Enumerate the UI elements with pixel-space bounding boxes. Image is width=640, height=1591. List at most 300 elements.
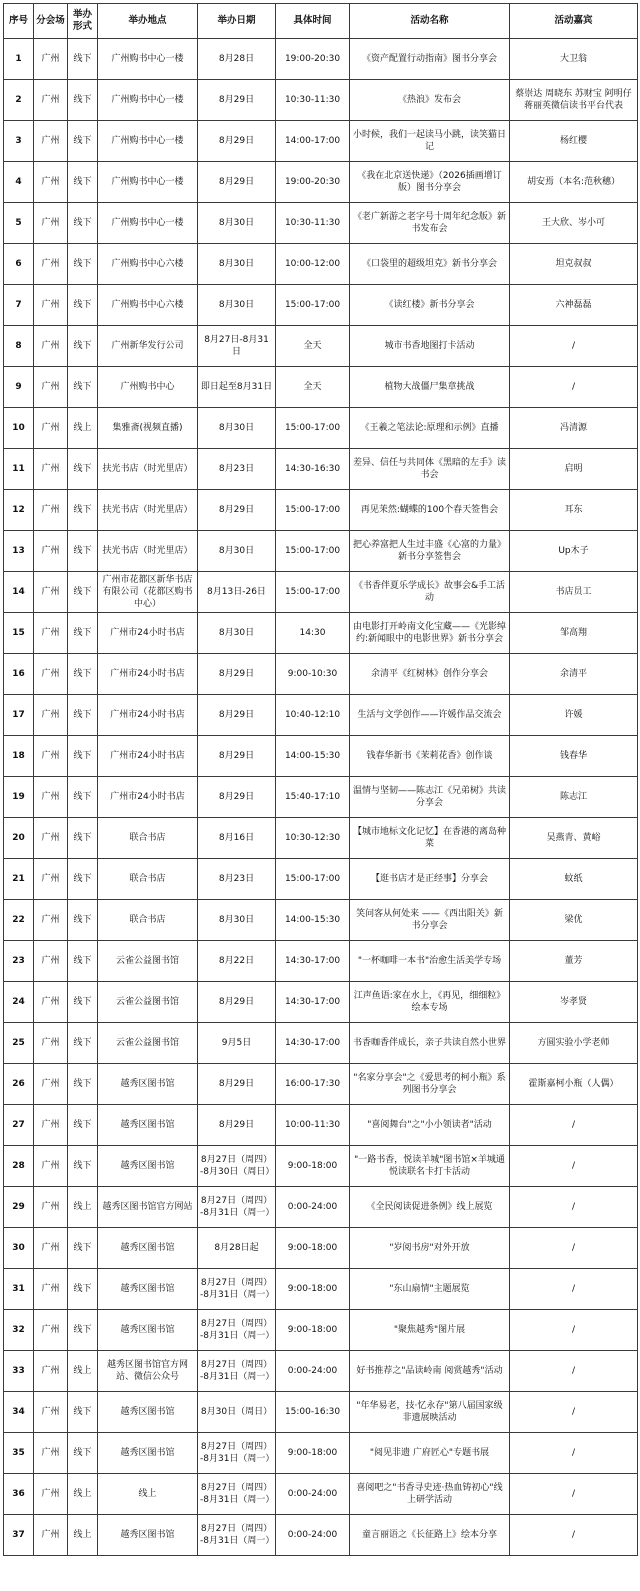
cell-place: 广州新华发行公司 xyxy=(98,326,198,367)
cell-form: 线下 xyxy=(68,203,98,244)
cell-no: 25 xyxy=(4,1023,34,1064)
cell-form: 线下 xyxy=(68,80,98,121)
cell-form: 线下 xyxy=(68,1392,98,1433)
cell-guest: / xyxy=(510,1105,638,1146)
cell-time: 9:00-18:00 xyxy=(276,1269,350,1310)
cell-time: 9:00-18:00 xyxy=(276,1228,350,1269)
cell-place: 扶光书店（时光里店） xyxy=(98,449,198,490)
cell-place: 越秀区图书馆 xyxy=(98,1433,198,1474)
cell-place: 集雅斋(视频直播) xyxy=(98,408,198,449)
cell-venue: 广州 xyxy=(34,121,68,162)
cell-time: 0:00-24:00 xyxy=(276,1474,350,1515)
cell-name: 《读红楼》新书分享会 xyxy=(350,285,510,326)
cell-time: 9:00-10:30 xyxy=(276,654,350,695)
cell-form: 线下 xyxy=(68,982,98,1023)
table-row xyxy=(4,1228,638,1269)
cell-time: 0:00-24:00 xyxy=(276,1351,350,1392)
table-row xyxy=(4,285,638,326)
cell-venue: 广州 xyxy=(34,490,68,531)
cell-time: 0:00-24:00 xyxy=(276,1187,350,1228)
cell-guest: 梁优 xyxy=(510,900,638,941)
table-row xyxy=(4,203,638,244)
cell-time: 9:00-18:00 xyxy=(276,1433,350,1474)
cell-date: 8月30日 xyxy=(198,244,276,285)
cell-time: 15:00-16:30 xyxy=(276,1392,350,1433)
cell-guest: 胡安焉（本名:范秋穗） xyxy=(510,162,638,203)
table-row xyxy=(4,1269,638,1310)
cell-form: 线上 xyxy=(68,1351,98,1392)
cell-guest: / xyxy=(510,1187,638,1228)
cell-form: 线上 xyxy=(68,1187,98,1228)
cell-time: 10:30-11:30 xyxy=(276,203,350,244)
cell-date: 8月27日（周四）-8月30日（周日） xyxy=(198,1146,276,1187)
cell-name: 书香咖香伴成长，亲子共读自然小世界 xyxy=(350,1023,510,1064)
cell-venue: 广州 xyxy=(34,1392,68,1433)
cell-time: 14:30-16:30 xyxy=(276,449,350,490)
cell-guest: 杨红樱 xyxy=(510,121,638,162)
cell-time: 19:00-20:30 xyxy=(276,162,350,203)
cell-name: 小时候，我们一起读马小跳，读笑猫日记 xyxy=(350,121,510,162)
table-row xyxy=(4,859,638,900)
cell-venue: 广州 xyxy=(34,531,68,572)
table-row xyxy=(4,777,638,818)
cell-time: 全天 xyxy=(276,326,350,367)
cell-venue: 广州 xyxy=(34,326,68,367)
cell-form: 线下 xyxy=(68,572,98,613)
cell-name: "名家分享会"之《爱思考的柯小瓶》系列图书分享会 xyxy=(350,1064,510,1105)
cell-guest: / xyxy=(510,1474,638,1515)
cell-venue: 广州 xyxy=(34,777,68,818)
cell-no: 28 xyxy=(4,1146,34,1187)
cell-time: 15:00-17:00 xyxy=(276,859,350,900)
cell-venue: 广州 xyxy=(34,80,68,121)
cell-date: 8月27日（周四）-8月31日（周一） xyxy=(198,1515,276,1556)
cell-date: 8月16日 xyxy=(198,818,276,859)
cell-date: 8月30日 xyxy=(198,613,276,654)
cell-date: 8月27日（周四）-8月31日（周一） xyxy=(198,1351,276,1392)
cell-place: 广州市24小时书店 xyxy=(98,777,198,818)
cell-place: 广州市24小时书店 xyxy=(98,736,198,777)
cell-venue: 广州 xyxy=(34,1433,68,1474)
cell-no: 5 xyxy=(4,203,34,244)
cell-guest: 董芳 xyxy=(510,941,638,982)
cell-date: 8月29日 xyxy=(198,490,276,531)
cell-no: 15 xyxy=(4,613,34,654)
cell-name: 《王羲之笔法论:原理和示例》直播 xyxy=(350,408,510,449)
table-row xyxy=(4,1515,638,1556)
cell-venue: 广州 xyxy=(34,613,68,654)
cell-name: "喜阅舞台"之"小小领读者"活动 xyxy=(350,1105,510,1146)
cell-place: 广州购书中心六楼 xyxy=(98,244,198,285)
cell-time: 15:40-17:10 xyxy=(276,777,350,818)
cell-time: 9:00-18:00 xyxy=(276,1310,350,1351)
cell-guest: 坦克叔叔 xyxy=(510,244,638,285)
cell-time: 10:30-12:30 xyxy=(276,818,350,859)
table-row xyxy=(4,941,638,982)
cell-place: 联合书店 xyxy=(98,900,198,941)
cell-time: 0:00-24:00 xyxy=(276,1515,350,1556)
cell-time: 全天 xyxy=(276,367,350,408)
table-row xyxy=(4,449,638,490)
cell-no: 35 xyxy=(4,1433,34,1474)
header-no: 序号 xyxy=(4,4,34,39)
cell-form: 线下 xyxy=(68,941,98,982)
header-row xyxy=(4,4,638,39)
cell-guest: 蔡崇达 周晓东 苏财宝 阿明仔 蒋丽英微信读书平台代表 xyxy=(510,80,638,121)
cell-place: 广州市24小时书店 xyxy=(98,695,198,736)
cell-place: 广州购书中心一楼 xyxy=(98,121,198,162)
cell-venue: 广州 xyxy=(34,1351,68,1392)
cell-no: 12 xyxy=(4,490,34,531)
cell-date: 8月29日 xyxy=(198,121,276,162)
cell-form: 线下 xyxy=(68,1269,98,1310)
cell-form: 线下 xyxy=(68,285,98,326)
table-row xyxy=(4,818,638,859)
cell-venue: 广州 xyxy=(34,1310,68,1351)
cell-name: 植物大战僵尸集章挑战 xyxy=(350,367,510,408)
cell-place: 越秀区图书馆官方网站、微信公众号 xyxy=(98,1351,198,1392)
cell-form: 线下 xyxy=(68,859,98,900)
cell-place: 广州购书中心 xyxy=(98,367,198,408)
cell-date: 8月30日 xyxy=(198,203,276,244)
cell-form: 线上 xyxy=(68,1515,98,1556)
cell-form: 线下 xyxy=(68,531,98,572)
cell-name: "东山扇情"主题展览 xyxy=(350,1269,510,1310)
cell-name: 《我在北京送快递》（2026插画增订版）图书分享会 xyxy=(350,162,510,203)
cell-no: 19 xyxy=(4,777,34,818)
cell-venue: 广州 xyxy=(34,39,68,80)
cell-form: 线下 xyxy=(68,695,98,736)
cell-no: 33 xyxy=(4,1351,34,1392)
cell-place: 越秀区图书馆官方网站 xyxy=(98,1187,198,1228)
cell-no: 20 xyxy=(4,818,34,859)
cell-place: 越秀区图书馆 xyxy=(98,1228,198,1269)
cell-venue: 广州 xyxy=(34,900,68,941)
cell-no: 11 xyxy=(4,449,34,490)
header-name: 活动名称 xyxy=(350,4,510,39)
cell-no: 21 xyxy=(4,859,34,900)
table-row xyxy=(4,1474,638,1515)
cell-form: 线下 xyxy=(68,449,98,490)
cell-guest: / xyxy=(510,367,638,408)
cell-venue: 广州 xyxy=(34,1269,68,1310)
cell-time: 14:00-15:30 xyxy=(276,900,350,941)
cell-venue: 广州 xyxy=(34,244,68,285)
cell-name: 《老广新游之老字号十周年纪念版》新书发布会 xyxy=(350,203,510,244)
cell-time: 14:30-17:00 xyxy=(276,941,350,982)
cell-place: 越秀区图书馆 xyxy=(98,1064,198,1105)
cell-guest: 耳东 xyxy=(510,490,638,531)
cell-guest: 余清平 xyxy=(510,654,638,695)
cell-no: 13 xyxy=(4,531,34,572)
cell-time: 15:00-17:00 xyxy=(276,572,350,613)
cell-form: 线下 xyxy=(68,326,98,367)
table-row xyxy=(4,162,638,203)
cell-time: 15:00-17:00 xyxy=(276,408,350,449)
cell-date: 8月13日-26日 xyxy=(198,572,276,613)
cell-form: 线下 xyxy=(68,1310,98,1351)
cell-date: 8月30日（周日） xyxy=(198,1392,276,1433)
cell-place: 越秀区图书馆 xyxy=(98,1269,198,1310)
cell-no: 32 xyxy=(4,1310,34,1351)
cell-venue: 广州 xyxy=(34,1023,68,1064)
cell-date: 8月27日（周四）-8月31日（周一） xyxy=(198,1187,276,1228)
cell-guest: 启明 xyxy=(510,449,638,490)
cell-name: "年华易老，技·忆永存"第八届国家级非遗展映活动 xyxy=(350,1392,510,1433)
cell-date: 8月29日 xyxy=(198,736,276,777)
cell-date: 8月29日 xyxy=(198,162,276,203)
table-row xyxy=(4,613,638,654)
cell-guest: / xyxy=(510,1392,638,1433)
cell-place: 广州购书中心一楼 xyxy=(98,203,198,244)
cell-form: 线下 xyxy=(68,1064,98,1105)
cell-venue: 广州 xyxy=(34,736,68,777)
cell-guest: / xyxy=(510,1310,638,1351)
cell-place: 广州市24小时书店 xyxy=(98,654,198,695)
cell-venue: 广州 xyxy=(34,695,68,736)
cell-form: 线下 xyxy=(68,244,98,285)
cell-venue: 广州 xyxy=(34,285,68,326)
cell-date: 8月27日（周四）-8月31日（周一） xyxy=(198,1433,276,1474)
table-row xyxy=(4,736,638,777)
cell-no: 26 xyxy=(4,1064,34,1105)
cell-date: 8月28日 xyxy=(198,39,276,80)
cell-no: 37 xyxy=(4,1515,34,1556)
cell-name: 江声鱼语:家在水上，《再见，细细粒》绘本专场 xyxy=(350,982,510,1023)
cell-date: 8月22日 xyxy=(198,941,276,982)
cell-guest: 霍斯嘉柯小瓶（人偶） xyxy=(510,1064,638,1105)
cell-guest: 大卫翁 xyxy=(510,39,638,80)
cell-date: 8月29日 xyxy=(198,982,276,1023)
cell-place: 线上 xyxy=(98,1474,198,1515)
table-row xyxy=(4,1310,638,1351)
cell-no: 29 xyxy=(4,1187,34,1228)
cell-name: 城市书香地图打卡活动 xyxy=(350,326,510,367)
cell-place: 云雀公益图书馆 xyxy=(98,1023,198,1064)
cell-time: 10:40-12:10 xyxy=(276,695,350,736)
table-row xyxy=(4,900,638,941)
cell-guest: 书店员工 xyxy=(510,572,638,613)
cell-guest: / xyxy=(510,1433,638,1474)
cell-venue: 广州 xyxy=(34,408,68,449)
cell-guest: Up木子 xyxy=(510,531,638,572)
cell-venue: 广州 xyxy=(34,859,68,900)
cell-guest: 王大欣、岑小可 xyxy=(510,203,638,244)
cell-no: 17 xyxy=(4,695,34,736)
cell-venue: 广州 xyxy=(34,1146,68,1187)
cell-place: 广州购书中心六楼 xyxy=(98,285,198,326)
cell-name: "一杯咖啡一本书"治愈生活美学专场 xyxy=(350,941,510,982)
cell-time: 14:00-15:30 xyxy=(276,736,350,777)
cell-time: 9:00-18:00 xyxy=(276,1146,350,1187)
table-row xyxy=(4,1023,638,1064)
cell-name: 余清平《红树林》创作分享会 xyxy=(350,654,510,695)
cell-name: 《热浪》发布会 xyxy=(350,80,510,121)
cell-time: 10:00-12:00 xyxy=(276,244,350,285)
cell-no: 14 xyxy=(4,572,34,613)
cell-venue: 广州 xyxy=(34,654,68,695)
cell-name: 温情与坚韧——陈志江《兄弟树》共读分享会 xyxy=(350,777,510,818)
cell-place: 广州购书中心一楼 xyxy=(98,39,198,80)
header-date: 举办日期 xyxy=(198,4,276,39)
table-body xyxy=(4,39,638,1556)
cell-no: 1 xyxy=(4,39,34,80)
cell-name: "岁阅书房"对外开放 xyxy=(350,1228,510,1269)
cell-no: 18 xyxy=(4,736,34,777)
cell-form: 线下 xyxy=(68,1433,98,1474)
cell-date: 8月30日 xyxy=(198,285,276,326)
table-row xyxy=(4,1146,638,1187)
cell-time: 16:00-17:30 xyxy=(276,1064,350,1105)
cell-time: 19:00-20:30 xyxy=(276,39,350,80)
cell-guest: / xyxy=(510,326,638,367)
events-table xyxy=(3,3,638,1556)
cell-date: 即日起至8月31日 xyxy=(198,367,276,408)
table-row xyxy=(4,1392,638,1433)
cell-time: 10:30-11:30 xyxy=(276,80,350,121)
cell-no: 4 xyxy=(4,162,34,203)
cell-venue: 广州 xyxy=(34,367,68,408)
cell-name: 《全民阅读促进条例》线上展览 xyxy=(350,1187,510,1228)
cell-name: 《口袋里的超级坦克》新书分享会 xyxy=(350,244,510,285)
cell-place: 越秀区图书馆 xyxy=(98,1310,198,1351)
cell-date: 8月29日 xyxy=(198,80,276,121)
cell-date: 8月30日 xyxy=(198,531,276,572)
cell-no: 2 xyxy=(4,80,34,121)
table-row xyxy=(4,1105,638,1146)
cell-venue: 广州 xyxy=(34,818,68,859)
cell-time: 10:00-11:30 xyxy=(276,1105,350,1146)
cell-place: 越秀区图书馆 xyxy=(98,1146,198,1187)
cell-form: 线下 xyxy=(68,1228,98,1269)
cell-venue: 广州 xyxy=(34,1105,68,1146)
cell-venue: 广州 xyxy=(34,941,68,982)
cell-no: 23 xyxy=(4,941,34,982)
table-row xyxy=(4,1064,638,1105)
cell-place: 越秀区图书馆 xyxy=(98,1105,198,1146)
cell-guest: / xyxy=(510,1146,638,1187)
cell-date: 8月27日（周四）-8月31日（周一） xyxy=(198,1474,276,1515)
cell-venue: 广州 xyxy=(34,203,68,244)
cell-date: 8月29日 xyxy=(198,777,276,818)
header-guest: 活动嘉宾 xyxy=(510,4,638,39)
cell-place: 广州购书中心一楼 xyxy=(98,80,198,121)
cell-form: 线下 xyxy=(68,39,98,80)
table-row xyxy=(4,531,638,572)
cell-name: 【城市地标文化记忆】在香港的离岛种菜 xyxy=(350,818,510,859)
cell-name: 好书推荐之"品读岭南 阅赏越秀"活动 xyxy=(350,1351,510,1392)
cell-guest: / xyxy=(510,1351,638,1392)
table-row xyxy=(4,39,638,80)
cell-place: 扶光书店（时光里店） xyxy=(98,490,198,531)
cell-time: 15:00-17:00 xyxy=(276,490,350,531)
cell-name: 《资产配置行动指南》图书分享会 xyxy=(350,39,510,80)
cell-no: 3 xyxy=(4,121,34,162)
cell-form: 线下 xyxy=(68,490,98,531)
cell-name: 钱春华新书《茉莉花香》创作谈 xyxy=(350,736,510,777)
table-row xyxy=(4,1187,638,1228)
cell-form: 线下 xyxy=(68,736,98,777)
cell-no: 7 xyxy=(4,285,34,326)
cell-name: 差异、信任与共同体《黑暗的左手》读书会 xyxy=(350,449,510,490)
cell-time: 14:30-17:00 xyxy=(276,1023,350,1064)
cell-no: 9 xyxy=(4,367,34,408)
cell-venue: 广州 xyxy=(34,162,68,203)
cell-form: 线下 xyxy=(68,121,98,162)
cell-guest: / xyxy=(510,1515,638,1556)
cell-place: 联合书店 xyxy=(98,818,198,859)
cell-form: 线下 xyxy=(68,1023,98,1064)
table-row xyxy=(4,408,638,449)
cell-venue: 广州 xyxy=(34,1064,68,1105)
cell-venue: 广州 xyxy=(34,1187,68,1228)
cell-form: 线下 xyxy=(68,367,98,408)
cell-no: 10 xyxy=(4,408,34,449)
cell-no: 24 xyxy=(4,982,34,1023)
cell-no: 31 xyxy=(4,1269,34,1310)
cell-place: 云雀公益图书馆 xyxy=(98,982,198,1023)
cell-form: 线下 xyxy=(68,818,98,859)
table-row xyxy=(4,1351,638,1392)
cell-time: 14:30-17:00 xyxy=(276,982,350,1023)
cell-guest: 陈志江 xyxy=(510,777,638,818)
cell-no: 27 xyxy=(4,1105,34,1146)
cell-venue: 广州 xyxy=(34,1228,68,1269)
header-time: 具体时间 xyxy=(276,4,350,39)
cell-no: 16 xyxy=(4,654,34,695)
cell-venue: 广州 xyxy=(34,449,68,490)
cell-name: 喜阅吧之"书香寻史迹·热血铸初心"线上研学活动 xyxy=(350,1474,510,1515)
cell-guest: / xyxy=(510,1269,638,1310)
cell-name: 再见茉然:蝴蝶的100个春天签售会 xyxy=(350,490,510,531)
cell-place: 越秀区图书馆 xyxy=(98,1515,198,1556)
header-venue: 分会场 xyxy=(34,4,68,39)
cell-date: 8月29日 xyxy=(198,1105,276,1146)
cell-name: 把心养富把人生过丰盛《心富的力量》新书分享签售会 xyxy=(350,531,510,572)
cell-date: 9月5日 xyxy=(198,1023,276,1064)
cell-name: "阅见非遗 广府匠心"专题书展 xyxy=(350,1433,510,1474)
cell-date: 8月29日 xyxy=(198,1064,276,1105)
cell-venue: 广州 xyxy=(34,1515,68,1556)
table-row xyxy=(4,367,638,408)
cell-place: 越秀区图书馆 xyxy=(98,1392,198,1433)
cell-date: 8月27日（周四）-8月31日（周一） xyxy=(198,1269,276,1310)
table-row xyxy=(4,1433,638,1474)
cell-date: 8月23日 xyxy=(198,859,276,900)
cell-date: 8月27日-8月31日 xyxy=(198,326,276,367)
table-row xyxy=(4,80,638,121)
cell-place: 联合书店 xyxy=(98,859,198,900)
cell-venue: 广州 xyxy=(34,572,68,613)
cell-form: 线上 xyxy=(68,408,98,449)
cell-date: 8月29日 xyxy=(198,654,276,695)
cell-name: 笑问客从何处来 ——《西出阳关》新书分享会 xyxy=(350,900,510,941)
table-row xyxy=(4,326,638,367)
cell-guest: 岑孝贤 xyxy=(510,982,638,1023)
cell-no: 30 xyxy=(4,1228,34,1269)
cell-guest: 六神磊磊 xyxy=(510,285,638,326)
cell-form: 线下 xyxy=(68,654,98,695)
cell-no: 36 xyxy=(4,1474,34,1515)
cell-form: 线下 xyxy=(68,900,98,941)
table-row xyxy=(4,244,638,285)
cell-form: 线下 xyxy=(68,162,98,203)
cell-form: 线上 xyxy=(68,1474,98,1515)
header-place: 举办地点 xyxy=(98,4,198,39)
header-form: 举办形式 xyxy=(68,4,98,39)
cell-guest: / xyxy=(510,1228,638,1269)
cell-name: "聚焦越秀"图片展 xyxy=(350,1310,510,1351)
